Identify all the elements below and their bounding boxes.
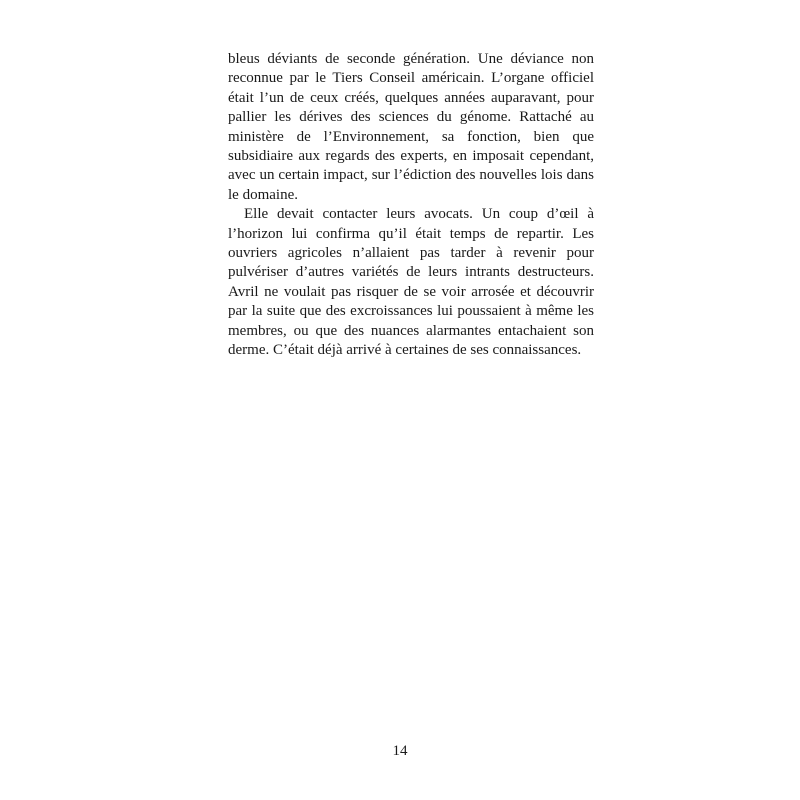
paragraph-1: bleus déviants de seconde génération. Une déviance non reconnue par le Tiers Conseil américain. L’organe officiel était l’un de ceux créés, quelques années auparavant, pour pallier les dérives des sciences du génome. Rattaché au ministère de l’Environnement, sa fonction, bien que subsidiaire aux regards des experts, en imposait cependant, avec un certain impact, sur l’édiction des nouvelles lois dans le domaine.	[228, 51, 594, 203]
page-number: 14	[392, 743, 408, 759]
body-text	[228, 50, 594, 361]
paragraph-2: Elle devait contacter leurs avocats. Un coup d’œil à l’horizon lui confirma qu’il était temps de repartir. Les ouvriers agricoles n’allaient pas tarder à revenir pour pulvériser d’autres variétés de leurs intrants destructeurs. Avril ne voulait pas risquer de se voir arrosée et découvrir par la suite que des excroissances lui poussaient à même les membres, ou que des nuances alarmantes entachaient son derme. C’était déjà arrivé à certaines de ses connaissances.	[228, 206, 594, 359]
